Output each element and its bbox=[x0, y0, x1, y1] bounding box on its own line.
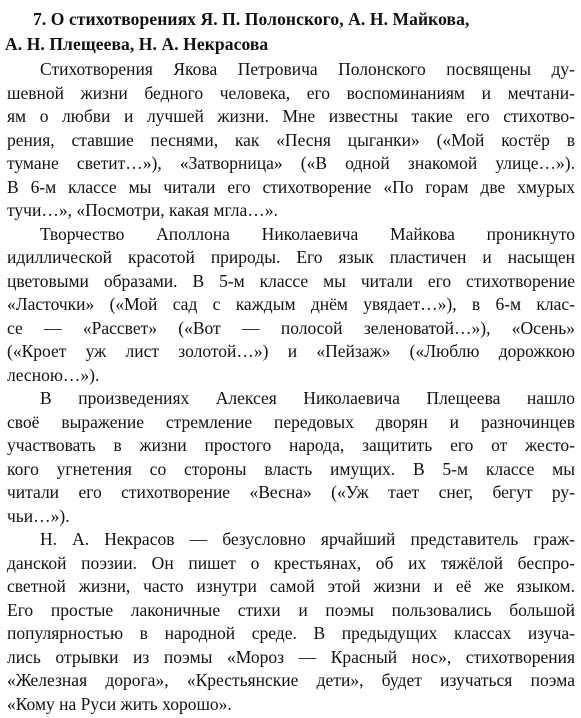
section-heading bbox=[7, 7, 575, 57]
text-line: Н. А. Некрасов — безусловно ярчайший представитель граж- bbox=[40, 529, 575, 549]
paragraph-pleshcheev bbox=[7, 387, 575, 528]
text-line: данской поэзии. Он пишет о крестьянах, об их тяжёлой беспро- bbox=[7, 552, 575, 573]
text-line: ям о любви и лучшей жизни. Мне известны такие его стихотво- bbox=[7, 106, 575, 126]
text-line: идиллической красотой природы. Его язык пластичен и насыщен bbox=[7, 247, 575, 267]
text-line: светной жизни, часто изнутри самой этой жизни и её же языком. bbox=[7, 576, 575, 596]
text-line: лись отрывки из поэмы «Мороз — Красный нос», стихотворения bbox=[7, 646, 575, 667]
heading-line: А. Н. Плещеева, Н. А. Некрасова bbox=[5, 34, 269, 54]
text-line: популярностью в народной среде. В предыдущих классах изуча- bbox=[7, 623, 575, 643]
text-line: тучи…», «Посмотри, какая мгла…». bbox=[7, 200, 278, 220]
text-line: В 6-м классе мы читали его стихотворение «По горам две хмурых bbox=[7, 176, 575, 197]
text-line: цветовыми образами. В 5-м классе мы читали его стихотворение bbox=[7, 270, 575, 291]
text-line: Стихотворения Якова Петровича Полонского посвящены ду- bbox=[40, 59, 575, 79]
heading-line: 7. О стихотворениях Я. П. Полонского, А. Н. Майкова, bbox=[33, 9, 470, 29]
text-line: Творчество Аполлона Николаевича Майкова проникнуто bbox=[40, 223, 575, 244]
text-line: «Железная дорога», «Крестьянские дети», будет изучаться поэма bbox=[7, 670, 575, 690]
text-line: шевной жизни бедного человека, его воспоминаниям и мечтани- bbox=[7, 82, 575, 103]
text-line: «Ласточки» («Мой сад с каждым днём увядает…»), в 6-м клас- bbox=[7, 294, 575, 314]
text-line: («Кроет уж лист золотой…») и «Пейзаж» («Люблю дорожкою bbox=[7, 341, 575, 361]
text-line: «Кому на Руси жить хорошо». bbox=[7, 693, 232, 714]
text-line: В произведениях Алексея Николаевича Плещеева нашло bbox=[40, 388, 575, 408]
text-line: чьи…»). bbox=[7, 505, 70, 526]
paragraph-maykov bbox=[7, 223, 575, 388]
text-line: кого угнетения со стороны власть имущих. В 5-м классе мы bbox=[7, 458, 575, 479]
text-line: своё выражение стремление передовых дворян и разночинцев bbox=[7, 411, 575, 432]
text-line: Его простые лаконичные стихи и поэмы пользовались большой bbox=[7, 599, 575, 620]
text-line: рения, ставшие песнями, как «Песня цыганки» («Мой костёр в bbox=[7, 129, 575, 150]
text-line: тумане светит…»), «Затворница» («В одной знакомой улице…»). bbox=[7, 153, 575, 173]
text-line: участвовать в жизни простого народа, защитить его от жесто- bbox=[7, 435, 575, 455]
paragraph-polonsky bbox=[7, 58, 575, 223]
text-line: се — «Рассвет» («Вот — полосой зеленоватой…»), «Осень» bbox=[7, 317, 575, 338]
paragraph-nekrasov bbox=[7, 528, 575, 716]
text-line: лесною…»). bbox=[7, 364, 100, 385]
text-line: читали его стихотворение «Весна» («Уж тает снег, бегут ру- bbox=[7, 482, 575, 502]
